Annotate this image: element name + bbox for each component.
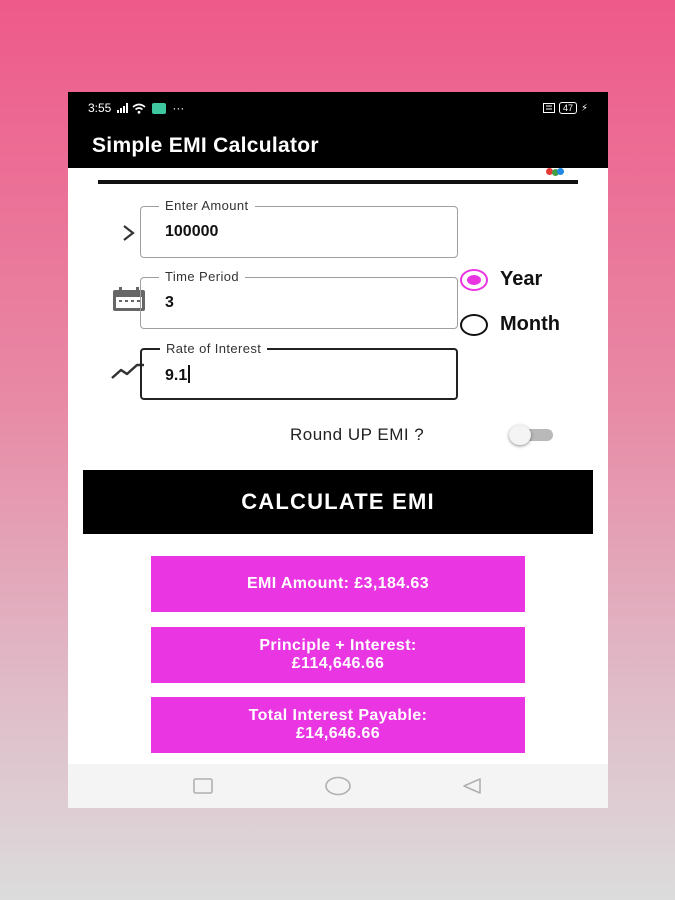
text-caret	[188, 365, 190, 383]
time-period-label: Time Period	[159, 269, 245, 284]
rate-of-interest-field[interactable]	[140, 341, 458, 400]
total-interest-result	[151, 697, 525, 753]
phone-screen	[68, 92, 608, 808]
emi-amount-result	[151, 556, 525, 612]
rate-of-interest-label: Rate of Interest	[160, 341, 267, 356]
round-up-emi-toggle[interactable]	[509, 426, 553, 442]
ad-banner-edge[interactable]	[98, 168, 578, 184]
charging-icon: ⚡	[580, 102, 588, 114]
principle-interest-value: £114,646.66	[291, 655, 385, 672]
time-period-value: 3	[165, 294, 174, 311]
app-notification-icon	[152, 103, 166, 114]
time-period-field[interactable]	[140, 269, 458, 329]
app-bar	[68, 124, 608, 168]
radio-year[interactable]	[460, 268, 542, 291]
radio-month[interactable]	[460, 313, 560, 336]
total-interest-label: Total Interest Payable:	[248, 707, 428, 724]
battery-icon	[559, 102, 577, 114]
recents-square-icon[interactable]	[192, 776, 214, 796]
radio-month-indicator[interactable]	[460, 314, 488, 336]
wifi-icon	[132, 103, 146, 114]
calculate-emi-label: CALCULATE EMI	[241, 489, 435, 514]
status-time: 3:55	[88, 101, 112, 115]
radio-month-label: Month	[500, 313, 560, 335]
volte-icon	[543, 103, 555, 113]
ad-logo-icon	[546, 168, 564, 176]
calculate-emi-button[interactable]	[83, 470, 593, 534]
more-notifications-icon: ···	[172, 101, 185, 115]
status-bar	[68, 92, 608, 124]
total-interest-value: £14,646.66	[295, 725, 381, 742]
principle-interest-label: Principle + Interest:	[259, 637, 417, 654]
amount-value: 100000	[165, 223, 219, 240]
principle-interest-result	[151, 627, 525, 683]
round-up-emi-label: Round UP EMI ?	[290, 425, 425, 444]
app-title: Simple EMI Calculator	[92, 134, 319, 157]
amount-field[interactable]	[140, 198, 458, 258]
battery-level: 47	[562, 103, 573, 113]
radio-year-label: Year	[500, 268, 543, 290]
amount-label: Enter Amount	[159, 198, 255, 213]
radio-year-indicator[interactable]	[460, 269, 488, 291]
rate-of-interest-value	[165, 365, 190, 385]
chevron-right-icon	[122, 224, 136, 242]
signal-icon	[117, 103, 128, 113]
system-nav-bar	[68, 764, 608, 808]
toggle-thumb	[509, 425, 531, 445]
rate-of-interest-text: 9.1	[165, 367, 188, 384]
emi-amount-text: EMI Amount: £3,184.63	[246, 575, 430, 592]
back-triangle-icon[interactable]	[461, 776, 483, 796]
home-circle-icon[interactable]	[324, 776, 352, 796]
